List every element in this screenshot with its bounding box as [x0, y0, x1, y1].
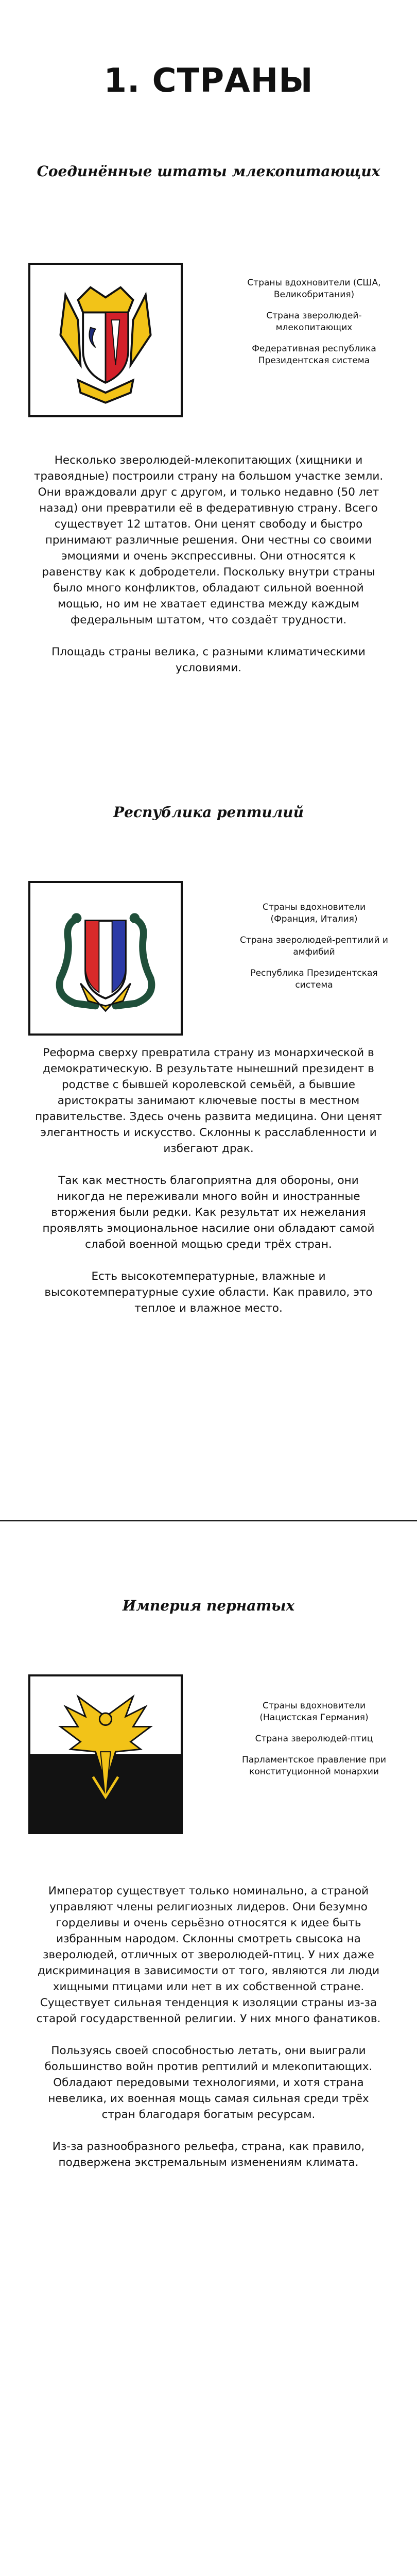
info-inspiration: Страны вдохновители (США, Великобритания) [247, 278, 381, 300]
section-divider [0, 1520, 417, 1521]
body-reptiles [33, 1045, 384, 1332]
flag-reptiles [28, 881, 183, 1036]
paragraph: Так как местность благоприятна для обороны, они никогда не переживали много войн и иностранные вторжения были редки. Как результат их нежелания проявлять эмоциональное насилие они обладают самой слабой военной мощью среди трёх стран. [42, 1174, 375, 1251]
info-population: Страна зверолюдей-млекопитающих [266, 311, 362, 333]
section-title-mammals: Соединённые штаты млекопитающих [37, 163, 380, 180]
body-mammals [33, 452, 384, 692]
info-population: Страна зверолюдей-рептилий и амфибий [240, 935, 388, 957]
info-population: Страна зверолюдей-птиц [255, 1734, 373, 1744]
section-title-reptiles: Республика рептилий [113, 804, 304, 821]
paragraph: Император существует только номинально, а страной управляют члены религиозных лидеров. Они безумно горделивы и очень серьёзно относятся к идее быть избранным народом. Склонны смотреть свысока на зверолюдей, отличных от зверолюдей-птиц. У них даже дискриминация в зависимости от того, являются ли люди хищными птицами или нет в их собственной стране. Существует сильная тенденция к изоляции страны из-за старой государственной религии. У них много фанатиков. [36, 1885, 381, 2025]
page-title: 1. СТРАНЫ [103, 62, 314, 100]
info-government: Республика Президентская система [250, 968, 378, 990]
info-government: Федеративная республика Президентская система [252, 344, 376, 366]
body-birds [33, 1883, 384, 2187]
info-government: Парламентское правление при конституционной монархии [241, 1755, 387, 1777]
info-mammals [239, 277, 389, 376]
paragraph: Площадь страны велика, с разными климатическими условиями. [51, 646, 366, 674]
info-birds [239, 1700, 389, 1787]
info-inspiration: Страны вдохновители (Нацистская Германия) [259, 1701, 369, 1723]
reptiles-crest-icon [30, 883, 181, 1033]
info-reptiles [239, 902, 389, 1001]
paragraph: Реформа сверху превратила страну из монархической в демократическую. В результате нынешний президент в родстве с бывшей королевской семьёй, а бывшие аристократы занимают ключевые посты в местном правительстве. Здесь очень развита медицина. Они ценят элегантность и искусство. Склонны к расслабленности и избегают драк. [35, 1046, 382, 1155]
paragraph: Есть высокотемпературные, влажные и высокотемпературные сухие области. Как правило, это теплое и влажное место. [44, 1270, 373, 1315]
flag-mammals [28, 263, 183, 417]
section-title-birds: Империя пернатых [122, 1597, 295, 1614]
mammals-crest-icon [30, 265, 181, 415]
paragraph: Из-за разнообразного рельефа, страна, как правило, подвержена экстремальным изменениям климата. [52, 2140, 365, 2169]
info-inspiration: Страны вдохновители (Франция, Италия) [262, 902, 366, 924]
paragraph: Пользуясь своей способностью летать, они выиграли большинство войн против рептилий и млекопитающих. Обладают передовыми технологиями, и хотя страна невелика, их военная мощь самая сильная среди трёх стран благодаря богатым ресурсам. [44, 2044, 373, 2121]
birds-eagle-icon [30, 1676, 181, 1832]
flag-birds [28, 1674, 183, 1834]
paragraph: Несколько зверолюдей-млекопитающих (хищники и травоядные) построили страну на большом участке земли. Они враждовали друг с другом, и только недавно (50 лет назад) они превратили её в федеративную страну. Всего существует 12 штатов. Они ценят свободу и быстро принимают различные решения. Они честны со своими эмоциями и очень экспрессивны. Они относятся к равенству как к добродетели. Поскольку внутри страны было много конфликтов, обладают сильной военной мощью, но им не хватает единства между каждым федеральным штатом, что создаёт трудности. [33, 454, 384, 626]
